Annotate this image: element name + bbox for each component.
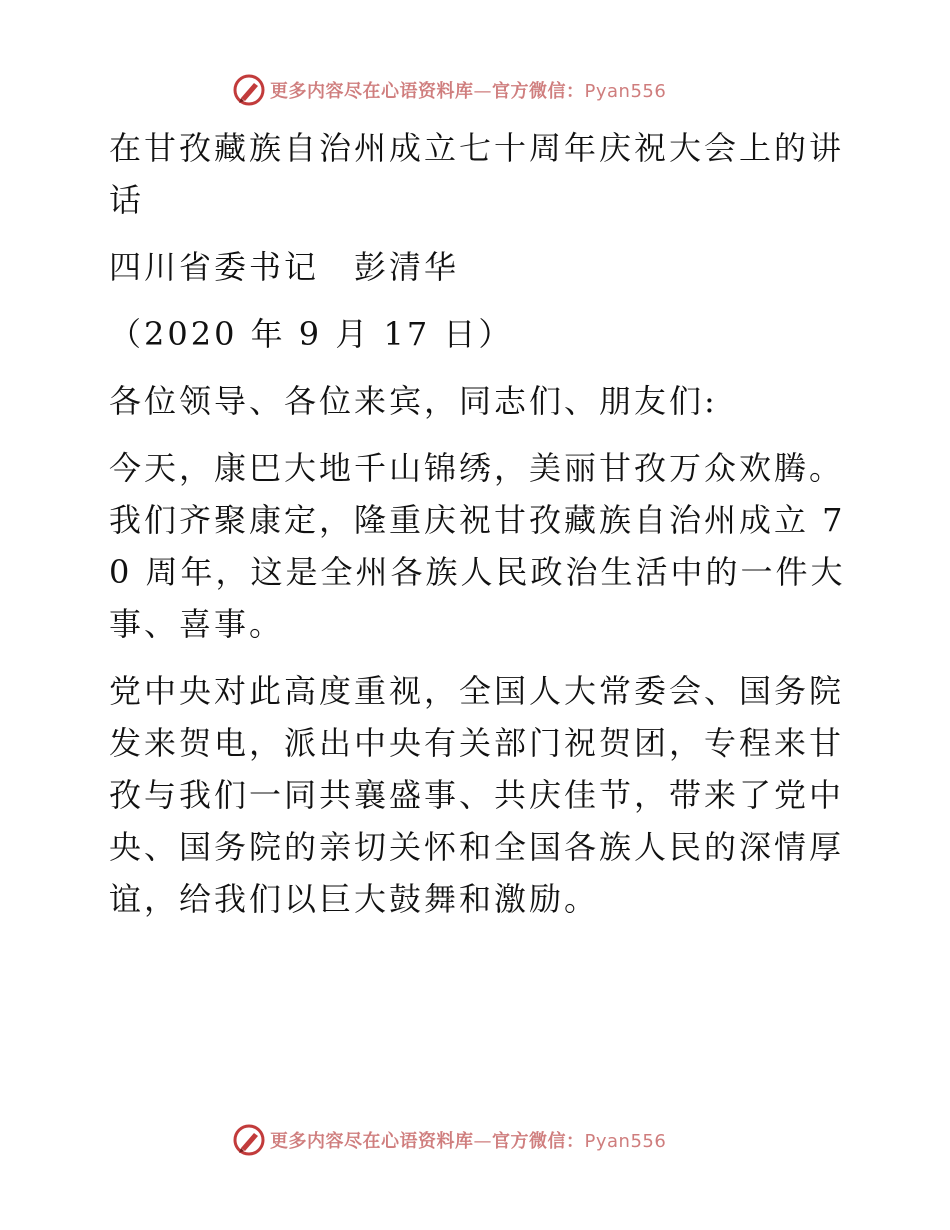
pen-logo-icon bbox=[232, 1123, 266, 1157]
paragraph: 党中央对此高度重视，全国人大常委会、国务院发来贺电，派出中央有关部门祝贺团，专程来甘孜与我们一同共襄盛事、共庆佳节，带来了党中央、国务院的亲切关怀和全国各族人民的深情厚谊，给我们以巨大鼓舞和激励。 bbox=[109, 672, 845, 918]
pen-logo-icon bbox=[232, 73, 266, 107]
document-date: （2020 年 9 月 17 日） bbox=[109, 315, 514, 353]
banner-text: 更多内容尽在心语资料库—官方微信：Pyan556 bbox=[270, 1131, 667, 1152]
document-greeting: 各位领导、各位来宾，同志们、朋友们: bbox=[109, 382, 718, 420]
document-title: 在甘孜藏族自治州成立七十周年庆祝大会上的讲话 bbox=[109, 129, 845, 219]
document-author: 四川省委书记 彭清华 bbox=[109, 248, 460, 286]
document-body bbox=[97, 122, 857, 925]
paragraph: 今天，康巴大地千山锦绣，美丽甘孜万众欢腾。我们齐聚康定，隆重庆祝甘孜藏族自治州成立 70 周年，这是全州各族人民政治生活中的一件大事、喜事。 bbox=[109, 449, 846, 643]
header-banner bbox=[232, 72, 666, 108]
footer-banner bbox=[232, 1122, 666, 1158]
banner-text: 更多内容尽在心语资料库—官方微信：Pyan556 bbox=[270, 81, 667, 102]
